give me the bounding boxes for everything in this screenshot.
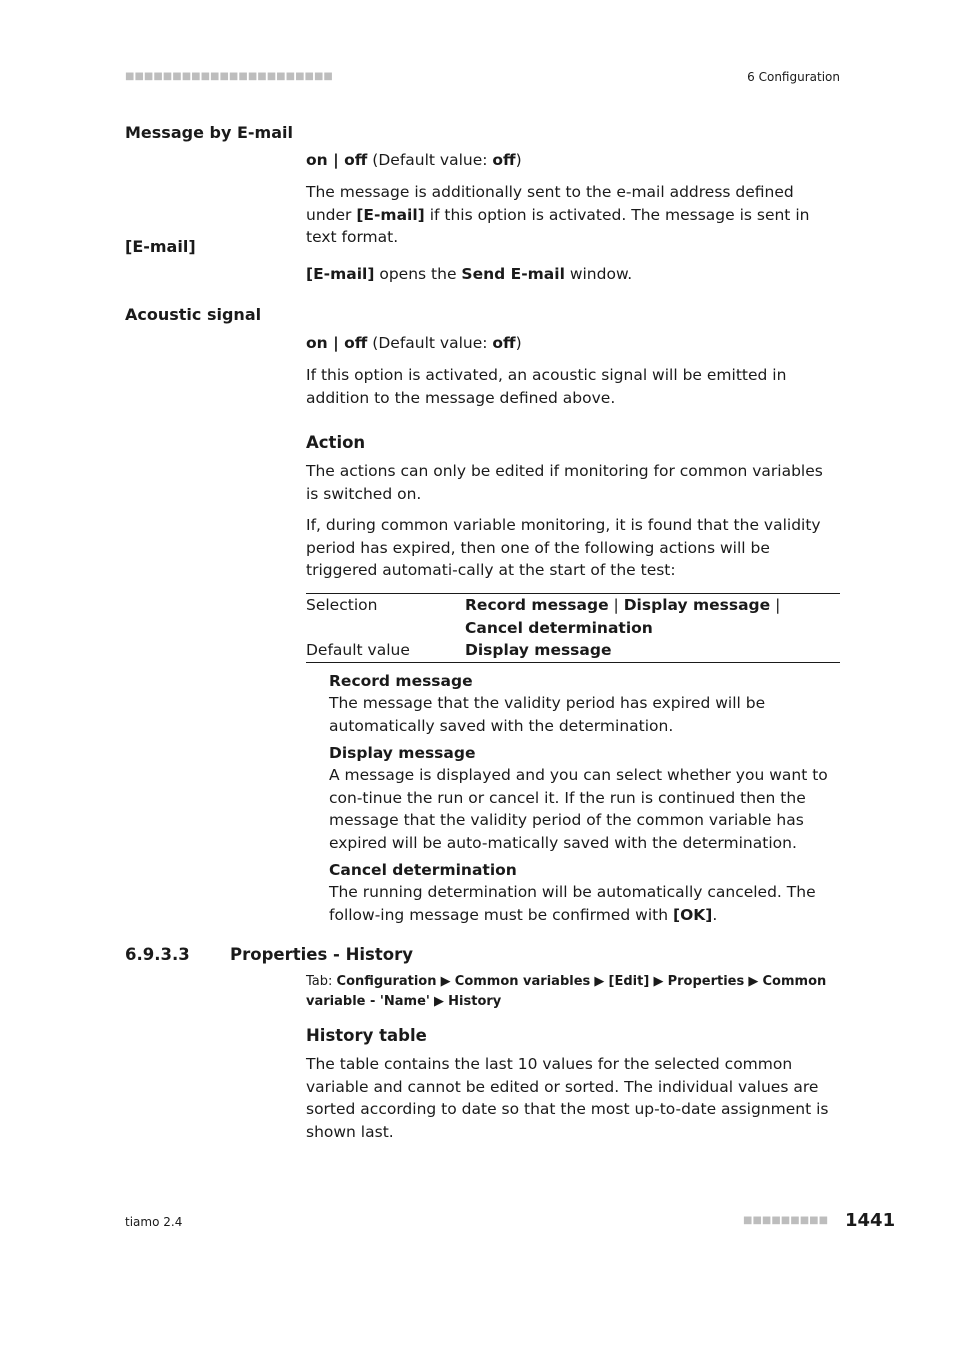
path-configuration: Configuration [336, 974, 437, 989]
history-table-heading: History table [306, 1026, 427, 1045]
acoustic-signal-values: on | off (Default value: off) [306, 334, 522, 352]
default-value: Display message [465, 641, 612, 659]
arrow-icon: ▶ [594, 974, 605, 989]
acoustic-signal-description: If this option is activated, an acoustic signal will be emitted in addition to the message defined above. [306, 366, 787, 407]
chapter-title: 6 Configuration [747, 70, 840, 84]
path-common-variables: Common variables [454, 974, 591, 989]
arrow-icon: ▶ [653, 974, 664, 989]
action-parameter-table [306, 593, 840, 663]
option-cancel-determination-description: The running determination will be automatically canceled. The follow-ing message must be confirmed with [OK]. [329, 883, 816, 924]
table-row-default [306, 639, 840, 662]
term-acoustic-signal: Acoustic signal [125, 305, 262, 324]
arrow-icon: ▶ [440, 974, 451, 989]
footer-decoration: ■■■■■■■■■ [743, 1215, 829, 1226]
option-display-message-description: A message is displayed and you can select whether you want to con-tinue the run or cancel it. If the run is continued then the message that the validity period of the common variable has expired will be auto-matically saved with the determination. [329, 766, 828, 852]
path-history: History [448, 994, 502, 1009]
arrow-icon: ▶ [434, 994, 445, 1009]
selection-values: Record message | Display message | Cancel determination [465, 596, 781, 637]
path-properties: Properties [667, 974, 745, 989]
term-message-by-email: Message by E-mail [125, 123, 293, 142]
table-row-selection [306, 594, 840, 639]
section-number: 6.9.3.3 [125, 945, 190, 964]
option-record-message-title: Record message [329, 672, 473, 690]
option-record-message-description: The message that the validity period has expired will be automatically saved with the determination. [329, 694, 766, 735]
selection-label: Selection [306, 596, 378, 614]
option-cancel-determination-title: Cancel determination [329, 861, 517, 879]
email-button-description: [E-mail] opens the Send E-mail window. [306, 265, 633, 283]
product-name: tiamo 2.4 [125, 1215, 183, 1229]
action-paragraph-2: If, during common variable monitoring, it is found that the validity period has expired, then one of the following actions will be triggered automati-cally at the start of the test: [306, 516, 821, 579]
message-by-email-description: The message is additionally sent to the e-mail address defined under [E-mail] if this option is activated. The message is sent in text format. [306, 183, 810, 246]
path-edit: [Edit] [608, 974, 650, 989]
page-number: 1441 [845, 1210, 896, 1231]
term-email-button: [E-mail] [125, 237, 196, 256]
history-table-description: The table contains the last 10 values for the selected common variable and cannot be edited or sorted. The individual values are sorted according to date so that the most up-to-date assignment is shown last. [306, 1055, 829, 1141]
path-common-variable-name: Common variable - 'Name' [306, 974, 827, 1009]
arrow-icon: ▶ [748, 974, 759, 989]
section-title: Properties - History [230, 945, 413, 964]
message-by-email-values: on | off (Default value: off) [306, 151, 522, 169]
action-heading: Action [306, 433, 366, 452]
tab-navigation-path: Tab: Configuration ▶ Common variables ▶ [Edit] ▶ Properties ▶ Common variable - 'Name' ▶ History [306, 974, 827, 1009]
option-display-message-title: Display message [329, 744, 476, 762]
default-label: Default value [306, 641, 410, 659]
action-paragraph-1: The actions can only be edited if monitoring for common variables is switched on. [306, 462, 823, 503]
header-decoration: ■■■■■■■■■■■■■■■■■■■■■■ [125, 71, 333, 82]
